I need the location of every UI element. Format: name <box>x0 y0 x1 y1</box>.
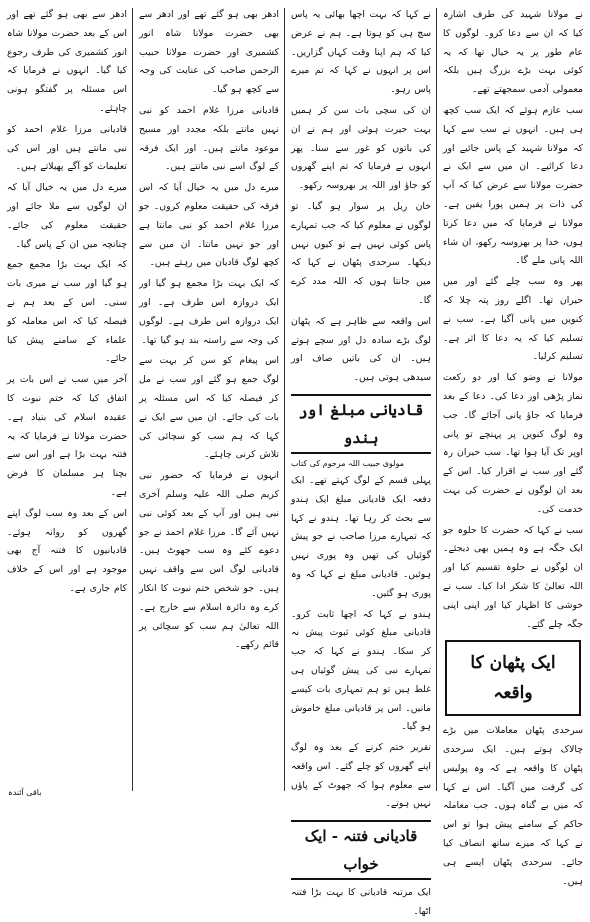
paragraph: مولانا نے وضو کیا اور دو رکعت نماز پڑھی اور دعا کی۔ دعا کے بعد فرمایا کہ جاؤ پانی آجائے گا۔ جب وہ لوگ کنویں پر پہنچے تو پانی اوپر تک آیا ہوا تھا۔ سب حیران رہ گئے اور سب نے اقرار کیا۔ اس کے بعد ان لوگوں نے حضرت کی بہت خدمت کی۔ <box>443 372 583 515</box>
paragraph: کہ ایک بہت بڑا مجمع جمع ہو گیا اور سب نے میری بات سنی۔ اس کے بعد ہم نے فیصلہ کیا کہ اس معاملہ کو علماء کے سامنے پیش کیا جائے۔ <box>7 259 127 365</box>
paragraph: ادھر سے بھی ہو گئے تھے اور اس کے بعد حضرت مولانا شاہ انور کشمیری کی طرف رجوع کیا گیا۔ انہوں نے فرمایا کہ اس مسئلہ پر گفتگو ہونی چاہئے۔ <box>7 9 127 114</box>
byline: مولوی حبیب اللہ مرحوم کی کتاب <box>291 458 404 468</box>
paragraph: پہلی قسم کے لوگ کہتے تھے۔ ایک دفعہ ایک قادیانی مبلغ ایک ہندو سے بحث کر رہا تھا۔ ہندو نے کہا کہ تمہارے مرزا صاحب نے جو پیش گوئیاں کی تھیں وہ پوری نہیں ہوئیں۔ قادیانی مبلغ نے کہا کہ وہ پوری ہو گئیں۔ <box>291 474 431 599</box>
paragraph: قادیانی مرزا غلام احمد کو نبی نہیں مانتے بلکہ مجدد اور مسیح موعود مانتے ہیں۔ اور ایک فرقہ کے لوگ اسے نبی مانتے ہیں۔ <box>139 104 279 173</box>
section-headline: قادیانی فتنہ - ایک خواب <box>291 820 431 880</box>
column-2 <box>288 6 434 918</box>
paragraph: سب عازم ہوئے کہ ایک سب کچھ ہی ہیں۔ انہوں نے سب سے کہا کہ مولانا شہید کے پاس جائیے اور دعا کرائیے۔ ان میں سے ایک نے حضرت مولانا سے عرض کیا کہ آپ کی ذات پر ہمیں پورا یقین ہے۔ مولانا نے فرمایا کہ میں دعا کرتا ہوں، خدا پر بھروسہ رکھو، ان شاء اللہ پانی ملے گا۔ <box>443 104 583 267</box>
paragraph: سب نے کہا کہ حضرت کا حلوہ جو ایک جگہ ہے وہ ہمیں بھی دیجئے۔ ان لوگوں نے حلوہ تقسیم کیا اور اللہ تعالیٰ کا شکر ادا کیا۔ سب نے خوشی کا اظہار کیا اور اپنی اپنی جگہ چلے گئے۔ <box>443 524 583 630</box>
column-divider <box>132 8 133 791</box>
paragraph: نے کہا کہ بہت اچھا بھائی یہ پاس سچ ہی کو ہوتا ہے۔ ہم نے عرض کیا کہ ہم اپنا وقت کہاں گزاریں۔ اس پر انہوں نے کہا کہ تم میرے پاس رہو۔ <box>291 9 431 96</box>
paragraph: اس کے بعد وہ سب لوگ اپنے گھروں کو روانہ ہوئے۔ قادیانیوں کا فتنہ آج بھی موجود ہے اور اس کے خلاف کام جاری ہے۔ <box>7 507 127 594</box>
column-1 <box>440 6 586 887</box>
paragraph: ان کی سچی بات سن کر ہمیں بہت حیرت ہوئی اور ہم نے ان کی باتوں کو غور سے سنا۔ پھر انہوں نے فرمایا کہ تم اپنے گھروں کو جاؤ اور اللہ پر بھروسہ رکھو۔ <box>291 104 431 192</box>
paragraph: میرے دل میں یہ خیال آیا کہ اس فرقہ کی حقیقت معلوم کروں۔ جو مرزا غلام احمد کو نبی مانتا ہے اور جو نہیں مانتا۔ ان میں سے کچھ لوگ قادیان میں رہتے ہیں۔ <box>139 182 279 269</box>
column-divider <box>284 8 285 791</box>
column-4 <box>4 6 130 793</box>
paragraph: تقریر ختم کرنے کے بعد وہ لوگ اپنے گھروں کو چلے گئے۔ اس واقعہ سے معلوم ہوا کہ جھوٹ کے پاؤں نہیں ہوتے۔ <box>291 742 431 810</box>
paragraph: ادھر بھی ہو گئے تھے اور ادھر سے بھی حضرت مولانا شاہ انور کشمیری اور حضرت مولانا حبیب الرحمن صاحب کی عنایت کی وجہ سے کچھ ہو گیا۔ <box>139 9 279 96</box>
boxed-headline: ایک پٹھان کا واقعہ <box>445 640 581 716</box>
paragraph: خان ریل پر سوار ہو گیا۔ تو لوگوں نے معلوم کیا کہ جب تمہارے پاس کوئی نہیں ہے تو کیوں نہیں دیکھا۔ سرحدی پٹھان نے کہا کہ میں جانتا ہوں کہ اللہ مدد کرے گا۔ <box>291 200 431 306</box>
column-divider <box>436 8 437 791</box>
paragraph: انہوں نے فرمایا کہ حضور نبی کریم صلی اللہ علیہ وسلم آخری نبی ہیں اور آپ کے بعد کوئی نبی نہیں آئے گا۔ مرزا غلام احمد نے جو دعوے کئے وہ سب جھوٹ ہیں۔ قادیانی لوگ اس سے واقف نہیں ہیں۔ جو شخص ختم نبوت کا انکار کرے وہ دائرہ اسلام سے خارج ہے۔ اللہ تعالیٰ ہم سب کو سچائی پر قائم رکھے۔ <box>139 470 279 651</box>
section-headline: قادیانی مبلغ اور ہندو <box>291 394 431 454</box>
paragraph: کہ ایک بہت بڑا مجمع ہو گیا اور ایک دروازہ اس طرف ہے۔ اور ایک دروازہ اس طرف ہے۔ لوگوں کی وجہ سے راستہ بند ہو گیا تھا۔ <box>139 278 279 346</box>
paragraph: اس واقعہ سے ظاہر ہے کہ پٹھان لوگ بڑے سادہ دل اور سچے ہوتے ہیں۔ ان کی باتیں صاف اور سیدھی ہوتی ہیں۔ <box>291 315 431 384</box>
column-3 <box>136 6 282 793</box>
paragraph: آخر میں سب نے اس بات پر اتفاق کیا کہ ختم نبوت کا عقیدہ اسلام کی بنیاد ہے۔ حضرت مولانا نے فرمایا کہ یہ فتنہ بہت بڑا ہے اور اس سے بچنا ہر مسلمان کا فرض ہے۔ <box>7 374 127 498</box>
paragraph: پھر وہ سب چلے گئے اور میں حیران تھا۔ اگلے روز پتہ چلا کہ کنویں میں پانی آگیا ہے۔ سب نے تسلیم کیا کہ یہ دعا کا اثر ہے۔ تسلیم کرلیا۔ <box>443 276 583 363</box>
paragraph: سرحدی پٹھان معاملات میں بڑے چالاک ہوتے ہیں۔ ایک سرحدی پٹھان کا واقعہ ہے کہ وہ پولیس کی گرفت میں آگیا۔ اس نے کہا کہ میں بے گناہ ہوں۔ جب معاملہ حاکم کے سامنے پیش ہوا تو اس نے کہا کہ میرے ساتھ انصاف کیا جائے۔ سرحدی پٹھان ایسے ہی ہیں۔ <box>443 725 583 887</box>
paragraph: قادیانی مرزا غلام احمد کو نبی مانتے ہیں اور اس کی تعلیمات کو آگے پھیلاتے ہیں۔ <box>7 123 127 173</box>
paragraph: ہندو نے کہا کہ اچھا ثابت کرو۔ قادیانی مبلغ کوئی ثبوت پیش نہ کر سکا۔ ہندو نے کہا کہ جب تمہارے نبی کی پیش گوئیاں ہی غلط ہیں تو ہم تمہاری بات کیسے مانیں۔ اس پر قادیانی مبلغ خاموش ہو گیا۔ <box>291 608 431 733</box>
paragraph: ایک مرتبہ قادیانی کا بہت بڑا فتنہ اٹھا۔ <box>291 887 431 918</box>
continued-note: باقی آئندہ <box>8 788 42 797</box>
paragraph: اس پیغام کو سن کر بہت سے لوگ جمع ہو گئے اور سب نے مل کر فیصلہ کیا کہ اس مسئلہ پر بات کی جائے۔ ان میں سے ایک نے کہا کہ ہم سب کو سچائی کی تلاش کرنی چاہئے۔ <box>139 355 279 461</box>
paragraph: میرے دل میں یہ خیال آیا کہ ان لوگوں سے ملا جائے اور حقیقت معلوم کی جائے۔ چنانچہ میں ان کے پاس گیا۔ <box>7 182 127 250</box>
paragraph: نے مولانا شہید کی طرف اشارہ کیا کہ ان سے دعا کرو۔ لوگوں کا عام طور پر یہ خیال تھا کہ یہ کوئی بہت بڑے بزرگ ہیں بلکہ معمولی آدمی سمجھتے تھے۔ <box>443 9 583 96</box>
